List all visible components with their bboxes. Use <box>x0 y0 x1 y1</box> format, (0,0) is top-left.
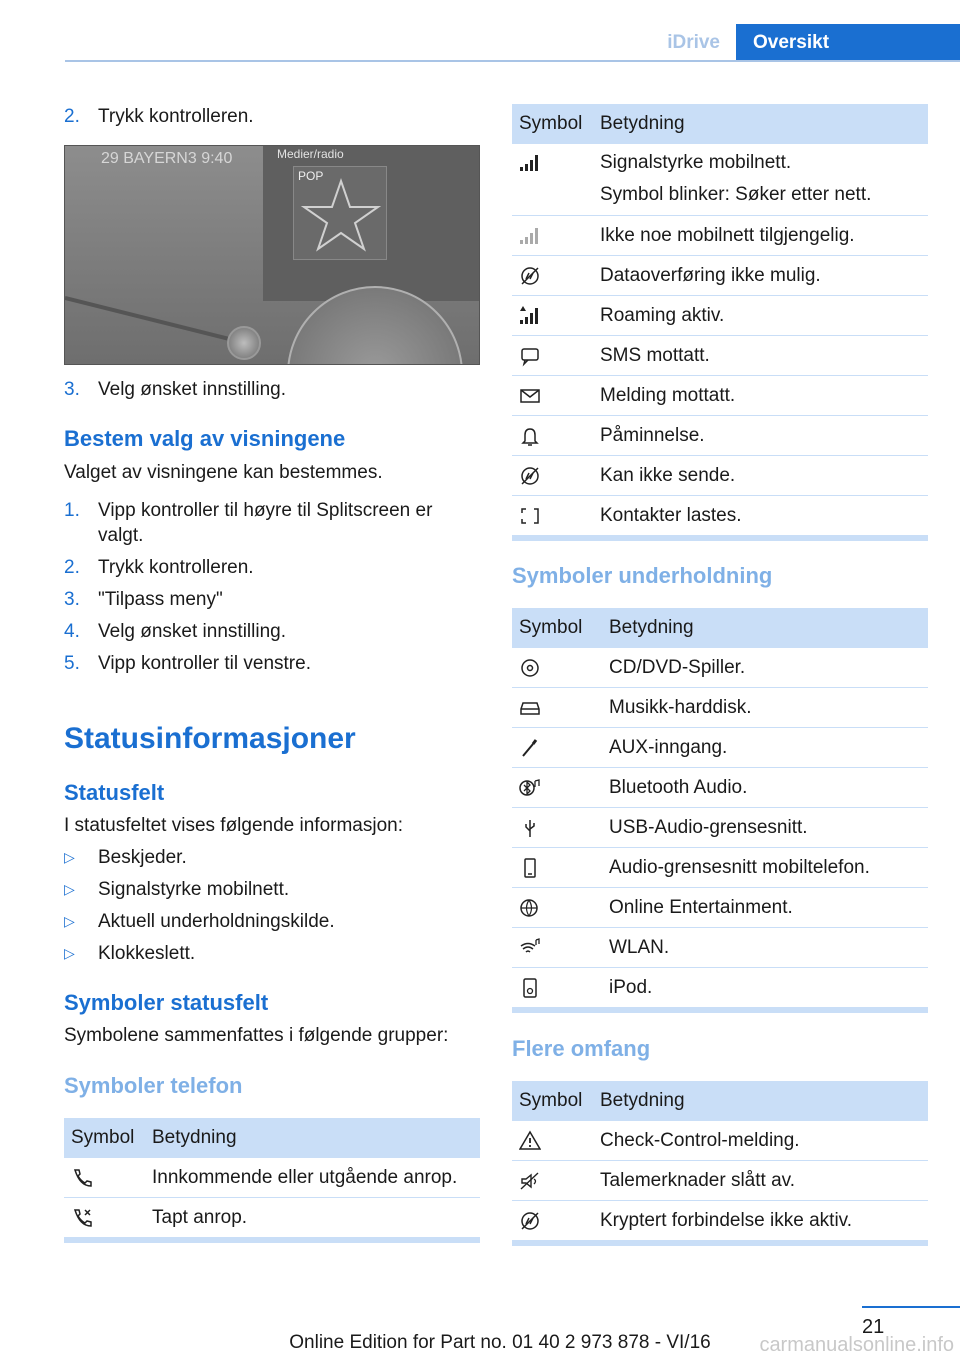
mobile-phone-icon <box>519 857 541 879</box>
table-row: Kontakter lastes. <box>512 496 928 536</box>
table-row: Innkommende eller utgående anrop. <box>64 1158 480 1198</box>
screen-station-text: 29 BAYERN3 9:40 <box>101 150 233 167</box>
table-row: Ikke noe mobilnett tilgjengelig. <box>512 216 928 256</box>
contacts-loading-icon <box>519 505 541 527</box>
page-header <box>636 24 960 61</box>
envelope-icon <box>519 385 541 407</box>
signal-symbols-table <box>512 104 928 541</box>
header-divider <box>65 60 960 62</box>
warning-triangle-icon <box>519 1130 541 1152</box>
aux-plug-icon <box>519 737 541 759</box>
table-row: CD/DVD-Spiller. <box>512 648 928 688</box>
table-header: Symbol Betydning <box>512 608 928 648</box>
bullet-item: ▷ Aktuell underholdningskilde. <box>64 911 335 932</box>
header-section-idrive[interactable]: iDrive <box>667 32 720 53</box>
bullet-item: ▷ Beskjeder. <box>64 847 187 868</box>
table-row: Roaming aktiv. <box>512 296 928 336</box>
roaming-icon <box>519 305 541 327</box>
heading-status-symbols: Symboler statusfelt <box>64 990 269 1015</box>
heading-entertainment-symbols: Symboler underholdning <box>512 563 773 588</box>
wlan-icon <box>519 937 541 959</box>
table-row: USB-Audio-grensesnitt. <box>512 808 928 848</box>
screen-media-title: Medier/radio <box>277 147 344 161</box>
table-header: Symbol Betydning <box>512 104 928 144</box>
no-signal-icon <box>519 225 541 247</box>
step-select-setting: 3. Velg ønsket innstilling. <box>64 379 286 400</box>
view-step-5: 5. Vipp kontroller til venstre. <box>64 653 311 674</box>
more-symbols-table <box>512 1081 928 1246</box>
table-row: WLAN. <box>512 928 928 968</box>
header-tab-oversikt[interactable]: Oversikt <box>736 24 960 61</box>
table-row: Talemerknader slått av. <box>512 1161 928 1201</box>
table-row: AUX-inngang. <box>512 728 928 768</box>
bullet-item: ▷ Klokkeslett. <box>64 943 196 964</box>
page-number: 21 <box>862 1316 885 1338</box>
speech-muted-icon <box>519 1170 541 1192</box>
table-row: Dataoverføring ikke mulig. <box>512 256 928 296</box>
table-row: Audio-grensesnitt mobiltelefon. <box>512 848 928 888</box>
table-row: SMS mottatt. <box>512 336 928 376</box>
para-status-symbols: Symbolene sammenfattes i følgende grupper: <box>64 1025 449 1046</box>
view-step-3: 3. "Tilpass meny" <box>64 589 223 610</box>
table-row: iPod. <box>512 968 928 1008</box>
triangle-bullet-icon: ▷ <box>64 849 75 865</box>
table-row: Signalstyrke mobilnett. Symbol blinker: Søker etter nett. <box>512 144 928 216</box>
heading-more-scope: Flere omfang <box>512 1036 651 1061</box>
view-step-2: 2. Trykk kontrolleren. <box>64 557 254 578</box>
phone-symbols-table <box>64 1118 480 1243</box>
triangle-bullet-icon: ▷ <box>64 881 75 897</box>
sms-bubble-icon <box>519 345 541 367</box>
phone-handset-icon <box>71 1167 93 1189</box>
table-row: Online Entertainment. <box>512 888 928 928</box>
entertainment-symbols-table <box>512 608 928 1013</box>
table-row: Melding mottatt. <box>512 376 928 416</box>
ipod-icon <box>519 977 541 999</box>
heading-statusfelt: Statusfelt <box>64 780 165 805</box>
table-row: Tapt anrop. <box>64 1198 480 1238</box>
idrive-screen-image <box>64 145 480 365</box>
triangle-bullet-icon: ▷ <box>64 913 75 929</box>
screen-knob <box>227 326 261 360</box>
footer-divider <box>862 1306 960 1308</box>
table-header: Symbol Betydning <box>512 1081 928 1121</box>
usb-icon <box>519 817 541 839</box>
table-row: Bluetooth Audio. <box>512 768 928 808</box>
hard-disk-icon <box>519 697 541 719</box>
view-step-4: 4. Velg ønsket innstilling. <box>64 621 286 642</box>
cannot-send-icon <box>519 465 541 487</box>
view-step-1: 1. Vipp kontroller til høyre til Splitscreen er valgt. <box>64 500 433 546</box>
missed-call-icon <box>71 1207 93 1229</box>
bluetooth-audio-icon <box>519 777 541 799</box>
screen-pop-tile: POP <box>293 166 387 260</box>
step-press-controller: 2. Trykk kontrolleren. <box>64 106 254 127</box>
table-header: Symbol Betydning <box>64 1118 480 1158</box>
heading-status-information: Statusinformasjoner <box>64 722 356 755</box>
table-row: Kryptert forbindelse ikke aktiv. <box>512 1201 928 1241</box>
encryption-off-icon <box>519 1210 541 1232</box>
watermark: carmanualsonline.info <box>759 1334 954 1356</box>
table-row: Check-Control-melding. <box>512 1121 928 1161</box>
table-row: Påminnelse. <box>512 416 928 456</box>
footer-edition: Online Edition for Part no. 01 40 2 973 878 - VI/16 <box>289 1332 711 1353</box>
heading-view-selection: Bestem valg av visningene <box>64 426 346 451</box>
bullet-item: ▷ Signalstyrke mobilnett. <box>64 879 290 900</box>
screen-media-pane <box>263 146 479 301</box>
table-row: Kan ikke sende. <box>512 456 928 496</box>
online-globe-icon <box>519 897 541 919</box>
heading-phone-symbols: Symboler telefon <box>64 1073 243 1098</box>
table-row: Musikk-harddisk. <box>512 688 928 728</box>
bell-icon <box>519 425 541 447</box>
disc-icon <box>519 657 541 679</box>
para-view-selection: Valget av visningene kan bestemmes. <box>64 462 383 483</box>
triangle-bullet-icon: ▷ <box>64 945 75 961</box>
para-statusfelt: I statusfeltet vises følgende informasjon: <box>64 815 403 836</box>
data-blocked-icon <box>519 265 541 287</box>
signal-strength-icon <box>519 152 541 174</box>
